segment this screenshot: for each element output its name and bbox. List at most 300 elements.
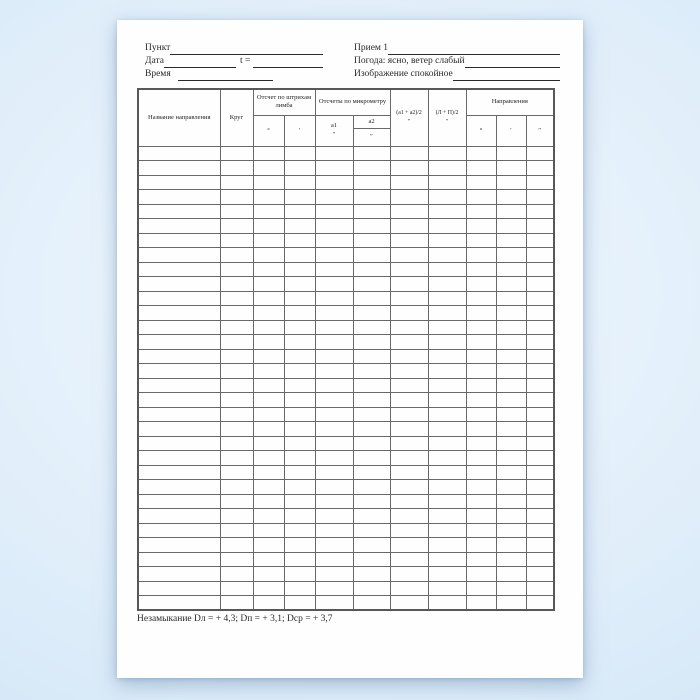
empty-cell [315, 190, 353, 205]
empty-cell [526, 509, 554, 524]
empty-cell [390, 161, 428, 176]
empty-cell [466, 422, 496, 437]
empty-cell [138, 567, 220, 582]
empty-cell [315, 277, 353, 292]
empty-cell [253, 407, 284, 422]
empty-cell [496, 480, 526, 495]
empty-cell [466, 567, 496, 582]
table-row [138, 552, 554, 567]
empty-cell [428, 494, 466, 509]
empty-cell [284, 407, 315, 422]
empty-cell [466, 581, 496, 596]
empty-cell [466, 291, 496, 306]
empty-cell [390, 494, 428, 509]
empty-cell [138, 190, 220, 205]
empty-cell [496, 465, 526, 480]
empty-cell [428, 567, 466, 582]
empty-cell [428, 349, 466, 364]
punkt-line [145, 42, 323, 55]
header-right-column [354, 42, 560, 81]
empty-cell [466, 596, 496, 611]
table-row [138, 378, 554, 393]
priem-blank-line [388, 44, 560, 55]
empty-cell [353, 596, 390, 611]
empty-cell [220, 494, 253, 509]
empty-cell [496, 538, 526, 553]
empty-cell [220, 407, 253, 422]
empty-cell [138, 480, 220, 495]
empty-cell [138, 436, 220, 451]
empty-cell [526, 552, 554, 567]
empty-cell [526, 219, 554, 234]
empty-cell [220, 465, 253, 480]
empty-cell [526, 538, 554, 553]
empty-cell [284, 509, 315, 524]
empty-cell [496, 378, 526, 393]
pogoda-line [354, 55, 560, 68]
table-row [138, 291, 554, 306]
empty-cell [526, 277, 554, 292]
empty-cell [315, 523, 353, 538]
empty-cell [496, 233, 526, 248]
data-label: Дата [145, 56, 164, 66]
empty-cell [496, 219, 526, 234]
empty-cell [315, 219, 353, 234]
empty-cell [428, 436, 466, 451]
empty-cell [220, 161, 253, 176]
table-header [138, 89, 554, 146]
col-header-name: Название направления [138, 89, 220, 146]
empty-cell [390, 581, 428, 596]
empty-cell [253, 190, 284, 205]
limb-minutes-header: ′ [284, 115, 315, 146]
empty-cell [315, 393, 353, 408]
t-blank-line [253, 57, 323, 68]
empty-cell [315, 161, 353, 176]
empty-cell [253, 480, 284, 495]
empty-cell [220, 567, 253, 582]
empty-cell [284, 494, 315, 509]
table-row [138, 233, 554, 248]
empty-cell [390, 277, 428, 292]
empty-cell [428, 291, 466, 306]
empty-cell [353, 364, 390, 379]
empty-cell [315, 146, 353, 161]
empty-cell [466, 552, 496, 567]
empty-cell [496, 320, 526, 335]
empty-cell [466, 175, 496, 190]
empty-cell [428, 146, 466, 161]
priem-label: Прием 1 [354, 43, 389, 53]
empty-cell [138, 451, 220, 466]
empty-cell [428, 596, 466, 611]
empty-cell [390, 233, 428, 248]
empty-cell [315, 349, 353, 364]
empty-cell [284, 349, 315, 364]
empty-cell [496, 422, 526, 437]
empty-cell [428, 204, 466, 219]
empty-cell [390, 291, 428, 306]
table-row [138, 161, 554, 176]
empty-cell [390, 190, 428, 205]
table-row [138, 175, 554, 190]
empty-cell [253, 523, 284, 538]
empty-cell [220, 378, 253, 393]
empty-cell [428, 581, 466, 596]
empty-cell [496, 596, 526, 611]
empty-cell [284, 161, 315, 176]
table-row [138, 248, 554, 263]
table-row [138, 204, 554, 219]
empty-cell [526, 465, 554, 480]
empty-cell [390, 465, 428, 480]
empty-cell [496, 175, 526, 190]
table-row [138, 306, 554, 321]
empty-cell [353, 509, 390, 524]
empty-cell [526, 378, 554, 393]
empty-cell [466, 306, 496, 321]
empty-cell [353, 161, 390, 176]
empty-cell [353, 291, 390, 306]
empty-cell [253, 291, 284, 306]
vremya-label: Время [145, 69, 171, 79]
empty-cell [220, 393, 253, 408]
limb-degrees-header: ° [253, 115, 284, 146]
empty-cell [253, 494, 284, 509]
empty-cell [284, 320, 315, 335]
empty-cell [284, 335, 315, 350]
empty-cell [526, 248, 554, 263]
empty-cell [220, 175, 253, 190]
empty-cell [390, 538, 428, 553]
empty-cell [466, 262, 496, 277]
empty-cell [428, 262, 466, 277]
empty-cell [138, 581, 220, 596]
empty-cell [220, 538, 253, 553]
empty-cell [353, 378, 390, 393]
t-label: t = [239, 56, 251, 66]
empty-cell [526, 233, 554, 248]
empty-cell [353, 552, 390, 567]
empty-cell [315, 233, 353, 248]
empty-cell [353, 146, 390, 161]
empty-cell [390, 175, 428, 190]
empty-cell [496, 407, 526, 422]
empty-cell [220, 509, 253, 524]
empty-cell [315, 480, 353, 495]
empty-cell [428, 538, 466, 553]
empty-cell [353, 262, 390, 277]
measurement-table [137, 88, 555, 611]
empty-cell [138, 422, 220, 437]
empty-cell [466, 378, 496, 393]
empty-cell [496, 306, 526, 321]
vremya-blank-line [178, 70, 273, 81]
empty-cell [496, 567, 526, 582]
empty-cell [466, 523, 496, 538]
col-group-directions: Направления [466, 89, 554, 115]
empty-cell [253, 596, 284, 611]
table-row [138, 320, 554, 335]
empty-cell [315, 465, 353, 480]
empty-cell [284, 538, 315, 553]
empty-cell [138, 364, 220, 379]
table-row [138, 494, 554, 509]
empty-cell [496, 277, 526, 292]
empty-cell [284, 581, 315, 596]
empty-cell [220, 436, 253, 451]
empty-cell [353, 306, 390, 321]
table-row [138, 480, 554, 495]
empty-cell [253, 581, 284, 596]
table-row [138, 451, 554, 466]
empty-cell [390, 248, 428, 263]
empty-cell [315, 204, 353, 219]
table-row [138, 190, 554, 205]
punkt-label: Пункт [145, 43, 171, 53]
empty-cell [220, 190, 253, 205]
empty-cell [220, 451, 253, 466]
empty-cell [353, 407, 390, 422]
empty-cell [315, 306, 353, 321]
empty-cell [353, 581, 390, 596]
empty-cell [466, 407, 496, 422]
empty-cell [253, 567, 284, 582]
table-row [138, 465, 554, 480]
empty-cell [253, 335, 284, 350]
empty-cell [428, 219, 466, 234]
empty-cell [496, 451, 526, 466]
empty-cell [390, 335, 428, 350]
empty-cell [496, 190, 526, 205]
empty-cell [220, 581, 253, 596]
empty-cell [138, 233, 220, 248]
empty-cell [390, 552, 428, 567]
empty-cell [526, 364, 554, 379]
empty-cell [220, 219, 253, 234]
empty-cell [253, 393, 284, 408]
empty-cell [138, 494, 220, 509]
table-row [138, 509, 554, 524]
empty-cell [466, 277, 496, 292]
empty-cell [526, 335, 554, 350]
empty-cell [526, 581, 554, 596]
empty-cell [315, 422, 353, 437]
empty-cell [526, 262, 554, 277]
micro-a1-header [315, 115, 353, 146]
empty-cell [284, 596, 315, 611]
empty-cell [353, 393, 390, 408]
empty-cell [353, 204, 390, 219]
empty-cell [138, 393, 220, 408]
empty-cell [315, 378, 353, 393]
empty-cell [353, 422, 390, 437]
empty-cell [284, 422, 315, 437]
empty-cell [390, 393, 428, 408]
empty-cell [526, 494, 554, 509]
empty-cell [220, 277, 253, 292]
empty-cell [496, 523, 526, 538]
empty-cell [428, 161, 466, 176]
avg-lp-formula: (Л + П)/2 [435, 109, 459, 116]
empty-cell [284, 567, 315, 582]
empty-cell [466, 248, 496, 263]
empty-cell [315, 509, 353, 524]
empty-cell [526, 422, 554, 437]
empty-cell [526, 436, 554, 451]
empty-cell [138, 204, 220, 219]
empty-cell [284, 451, 315, 466]
empty-cell [526, 567, 554, 582]
empty-cell [496, 335, 526, 350]
empty-cell [138, 219, 220, 234]
table-row [138, 262, 554, 277]
empty-cell [428, 552, 466, 567]
empty-cell [496, 146, 526, 161]
empty-cell [253, 422, 284, 437]
empty-cell [390, 596, 428, 611]
empty-cell [253, 509, 284, 524]
empty-cell [220, 204, 253, 219]
empty-cell [428, 335, 466, 350]
avg-a-unit: ″ [407, 118, 411, 125]
empty-cell [466, 393, 496, 408]
empty-cell [138, 349, 220, 364]
empty-cell [315, 494, 353, 509]
empty-cell [466, 219, 496, 234]
empty-cell [428, 277, 466, 292]
empty-cell [496, 161, 526, 176]
empty-cell [315, 538, 353, 553]
empty-cell [315, 320, 353, 335]
empty-cell [390, 146, 428, 161]
empty-cell [428, 393, 466, 408]
empty-cell [284, 262, 315, 277]
empty-cell [390, 306, 428, 321]
empty-cell [284, 291, 315, 306]
empty-cell [466, 494, 496, 509]
empty-cell [220, 422, 253, 437]
empty-cell [315, 291, 353, 306]
empty-cell [284, 436, 315, 451]
empty-cell [284, 204, 315, 219]
empty-cell [315, 407, 353, 422]
empty-cell [284, 233, 315, 248]
empty-cell [496, 364, 526, 379]
empty-cell [390, 523, 428, 538]
empty-cell [253, 262, 284, 277]
empty-cell [526, 204, 554, 219]
empty-cell [138, 335, 220, 350]
empty-cell [428, 509, 466, 524]
empty-cell [390, 262, 428, 277]
empty-cell [496, 248, 526, 263]
empty-cell [353, 436, 390, 451]
empty-cell [138, 306, 220, 321]
table-row [138, 146, 554, 161]
empty-cell [220, 480, 253, 495]
empty-cell [138, 538, 220, 553]
empty-cell [526, 451, 554, 466]
form-page [117, 20, 583, 678]
empty-cell [353, 480, 390, 495]
empty-cell [390, 567, 428, 582]
empty-cell [390, 436, 428, 451]
empty-cell [353, 494, 390, 509]
empty-cell [220, 335, 253, 350]
empty-cell [353, 233, 390, 248]
table-row [138, 596, 554, 611]
empty-cell [284, 552, 315, 567]
table-row [138, 349, 554, 364]
table-row [138, 422, 554, 437]
col-group-limb: Отсчет по штрихам лимба [253, 89, 315, 115]
empty-cell [496, 581, 526, 596]
empty-cell [466, 161, 496, 176]
empty-cell [253, 146, 284, 161]
empty-cell [390, 509, 428, 524]
dir-minutes-header: ′ [496, 115, 526, 146]
empty-cell [253, 204, 284, 219]
empty-cell [466, 364, 496, 379]
col-group-micrometer: Отсчеты по микрометру [315, 89, 390, 115]
empty-cell [253, 233, 284, 248]
empty-cell [220, 233, 253, 248]
table-row [138, 523, 554, 538]
empty-cell [466, 190, 496, 205]
empty-cell [353, 320, 390, 335]
dir-degrees-header: ° [466, 115, 496, 146]
empty-cell [253, 436, 284, 451]
empty-cell [390, 349, 428, 364]
empty-cell [138, 523, 220, 538]
empty-cell [353, 538, 390, 553]
empty-cell [428, 407, 466, 422]
empty-cell [466, 233, 496, 248]
table-row [138, 436, 554, 451]
empty-cell [466, 335, 496, 350]
empty-cell [253, 538, 284, 553]
punkt-blank-line [170, 44, 323, 55]
avg-a-formula: (a1 + a2)/2 [396, 109, 422, 116]
empty-cell [466, 320, 496, 335]
empty-cell [353, 277, 390, 292]
empty-cell [220, 248, 253, 263]
empty-cell [496, 494, 526, 509]
empty-cell [390, 422, 428, 437]
a1-label: a1 [331, 122, 337, 130]
empty-cell [315, 552, 353, 567]
empty-cell [284, 175, 315, 190]
empty-cell [284, 219, 315, 234]
empty-cell [315, 262, 353, 277]
empty-cell [253, 451, 284, 466]
closure-note: Незамыкание Dл = + 4,3; Dп = + 3,1; Dср = + 3,7 [137, 614, 333, 624]
empty-cell [496, 393, 526, 408]
table-row [138, 277, 554, 292]
empty-cell [428, 190, 466, 205]
empty-cell [253, 175, 284, 190]
empty-cell [353, 175, 390, 190]
table-body [138, 146, 554, 610]
empty-cell [496, 349, 526, 364]
empty-cell [284, 393, 315, 408]
empty-cell [496, 436, 526, 451]
empty-cell [390, 204, 428, 219]
empty-cell [253, 219, 284, 234]
empty-cell [253, 364, 284, 379]
empty-cell [138, 291, 220, 306]
